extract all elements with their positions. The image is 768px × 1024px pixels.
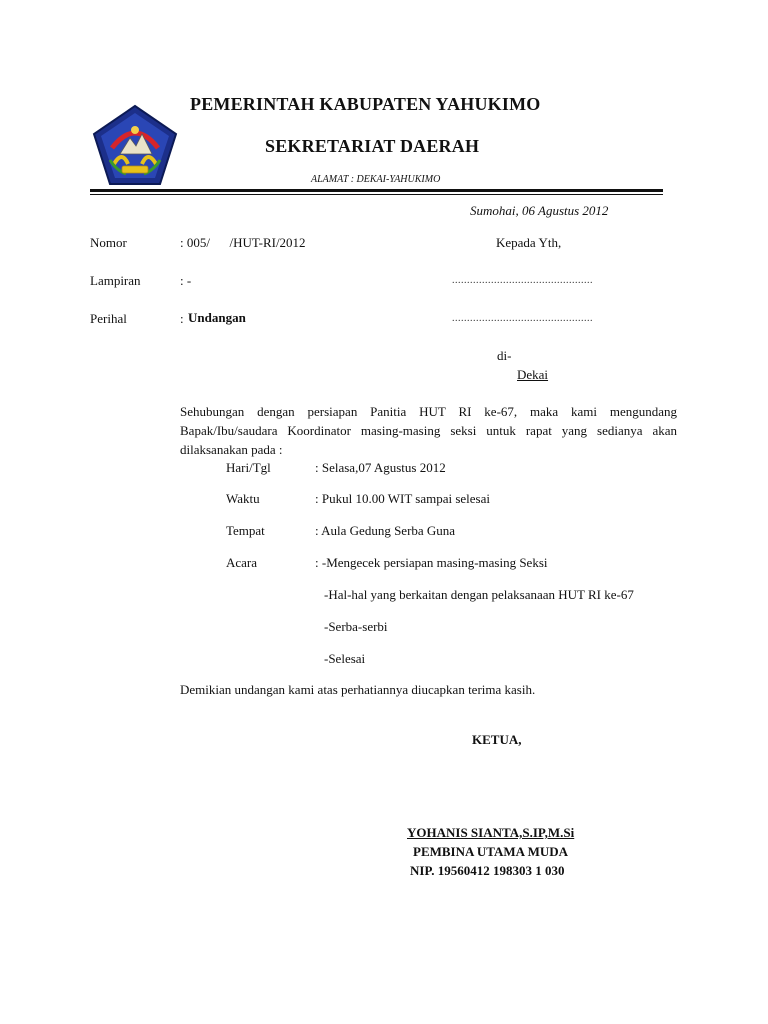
body-paragraph: Sehubungan dengan persiapan Panitia HUT RI ke-67, maka kami mengundang Bapak/Ibu/saudara Koordinator masing-masing seksi untuk rapat yang sedianya akan dilaksanakan pada : bbox=[180, 404, 677, 457]
recipient-dots-2: ............................................... bbox=[452, 313, 593, 324]
letter-date: Sumohai, 06 Agustus 2012 bbox=[470, 203, 609, 218]
tempat-value: : Aula Gedung Serba Guna bbox=[315, 523, 456, 538]
acara-item: -Serba-serbi bbox=[324, 619, 388, 634]
header-address: ALAMAT : DEKAI-YAHUKIMO bbox=[311, 174, 441, 185]
acara-item: -Hal-hal yang berkaitan dengan pelaksanaan HUT RI ke-67 bbox=[324, 587, 634, 602]
perihal-label: Perihal bbox=[90, 311, 127, 326]
signature-name: YOHANIS SIANTA,S.IP,M.Si bbox=[407, 825, 575, 840]
recipient-dots-1: ............................................... bbox=[452, 275, 593, 286]
waktu-label: Waktu bbox=[226, 491, 260, 506]
header-government-title: PEMERINTAH KABUPATEN YAHUKIMO bbox=[190, 94, 541, 114]
header-rule-thin bbox=[90, 194, 663, 195]
acara-label: Acara bbox=[226, 555, 258, 570]
regional-emblem-icon bbox=[92, 104, 178, 188]
signature-role: KETUA, bbox=[472, 732, 522, 747]
recipient-to: Kepada Yth, bbox=[496, 235, 562, 250]
recipient-place: Dekai bbox=[517, 367, 549, 382]
nomor-value: : 005/ /HUT-RI/2012 bbox=[180, 235, 306, 250]
signature-nip: NIP. 19560412 198303 1 030 bbox=[410, 863, 565, 878]
perihal-value: Undangan bbox=[188, 310, 246, 325]
acara-item: -Selesai bbox=[324, 651, 366, 666]
header-secretariat-title: SEKRETARIAT DAERAH bbox=[265, 136, 480, 156]
tempat-label: Tempat bbox=[226, 523, 265, 538]
lampiran-label: Lampiran bbox=[90, 273, 141, 288]
perihal-colon: : bbox=[180, 311, 184, 326]
hari-label: Hari/Tgl bbox=[226, 460, 271, 475]
waktu-value: : Pukul 10.00 WIT sampai selesai bbox=[315, 491, 490, 506]
lampiran-value: : - bbox=[180, 273, 192, 288]
signature-rank: PEMBINA UTAMA MUDA bbox=[413, 844, 569, 859]
header-rule-thick bbox=[90, 189, 663, 192]
recipient-di: di- bbox=[497, 348, 512, 363]
nomor-label: Nomor bbox=[90, 235, 127, 250]
acara-item: : -Mengecek persiapan masing-masing Seksi bbox=[315, 555, 548, 570]
hari-value: : Selasa,07 Agustus 2012 bbox=[315, 460, 446, 475]
closing-text: Demikian undangan kami atas perhatiannya diucapkan terima kasih. bbox=[180, 682, 536, 697]
